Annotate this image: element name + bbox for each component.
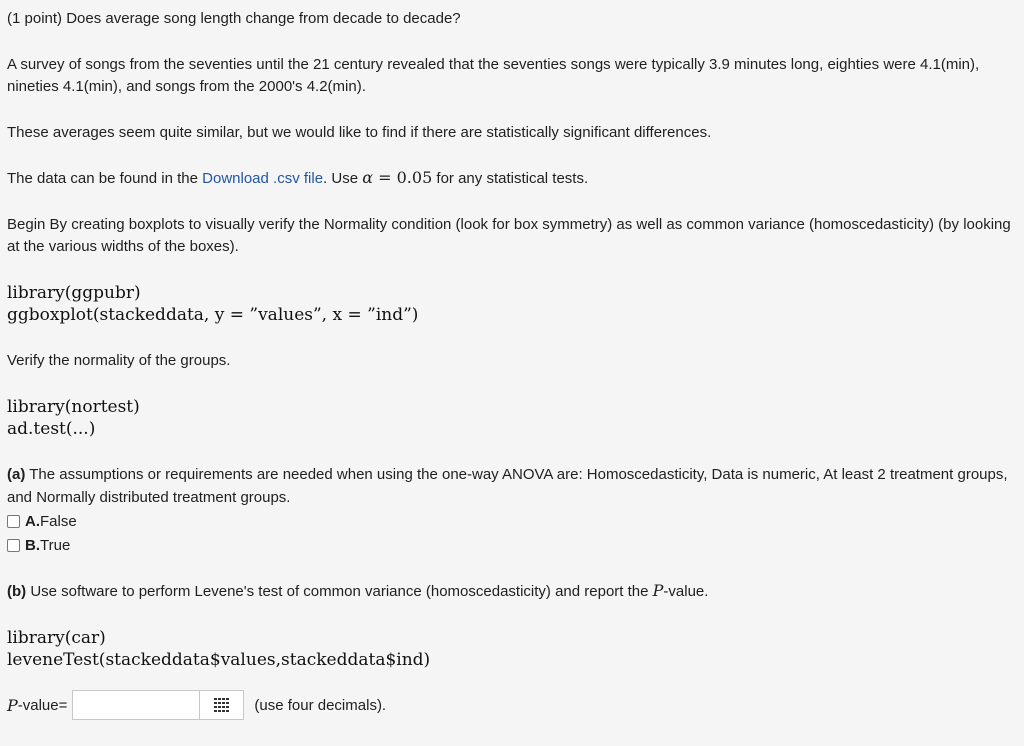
download-csv-link[interactable]: Download .csv file [202, 170, 324, 187]
option-a-checkbox[interactable] [7, 515, 20, 528]
option-b-letter: B. [25, 536, 40, 554]
alpha-value: = 0.05 [373, 168, 433, 187]
option-b-text: True [40, 536, 71, 554]
option-b-checkbox[interactable] [7, 539, 20, 552]
boxplot-instructions: Begin By creating boxplots to visually verify the Normality condition (look for box symmetry) as well as common variance (homoscedasticity) (by looking at the various widths of the boxes). [7, 215, 1011, 255]
part-a-question [7, 464, 1017, 509]
code-line: ggboxplot(stackeddata, y = ”values”, x = ”ind”) [7, 305, 419, 326]
part-b-text-after: -value. [663, 583, 709, 601]
question-similar: These averages seem quite similar, but we would like to find if there are statistically significant differences. [7, 123, 712, 141]
part-a-label: (a) [7, 466, 26, 484]
option-a-letter: A. [25, 512, 40, 530]
equation-editor-button[interactable] [200, 690, 244, 720]
code-block-nortest [7, 396, 1017, 442]
p-value-answer-row [7, 688, 1017, 722]
code-line: library(ggpubr) [7, 282, 141, 303]
p-symbol: P [652, 581, 664, 601]
code-line: leveneTest(stackeddata$values,stackeddata$ind) [7, 650, 431, 671]
question-intro: A survey of songs from the seventies until the 21 century revealed that the seventies songs were typically 3.9 minutes long, eighties were 4.1(min), nineties 4.1(min), and songs from the 2000's 4.2(min). [7, 55, 980, 95]
grid-icon [214, 698, 230, 712]
part-b-label: (b) [7, 583, 27, 601]
decimal-instruction: (use four decimals). [254, 696, 387, 714]
code-line: library(nortest) [7, 396, 140, 417]
part-a-text: The assumptions or requirements are needed when using the one-way ANOVA are: Homoscedasticity, Data is numeric, At least 2 treatment groups, and Normally distributed treatment groups. [7, 466, 1008, 506]
part-b-text: Use software to perform Levene's test of common variance (homoscedasticity) and report the [26, 583, 653, 601]
p-value-symbol: P [7, 695, 18, 715]
code-block-car [7, 627, 1017, 673]
option-a-text: False [40, 512, 77, 530]
code-line: library(car) [7, 627, 106, 648]
data-prefix: The data can be found in the [7, 170, 203, 187]
code-block-ggpubr [7, 282, 1017, 328]
p-value-input[interactable] [72, 690, 200, 720]
part-b-question [7, 580, 1017, 604]
p-value-label: -value= [17, 696, 68, 714]
option-a[interactable] [7, 509, 1017, 533]
verify-normality: Verify the normality of the groups. [7, 352, 231, 370]
data-suffix: for any statistical tests. [432, 170, 589, 187]
data-mid: . Use [323, 170, 363, 187]
option-b[interactable] [7, 533, 1017, 557]
code-line: ad.test(...) [7, 419, 96, 440]
alpha-symbol: α [362, 168, 374, 187]
data-source-line [7, 167, 1017, 191]
question-header: (1 point) Does average song length change from decade to decade? [7, 10, 461, 27]
